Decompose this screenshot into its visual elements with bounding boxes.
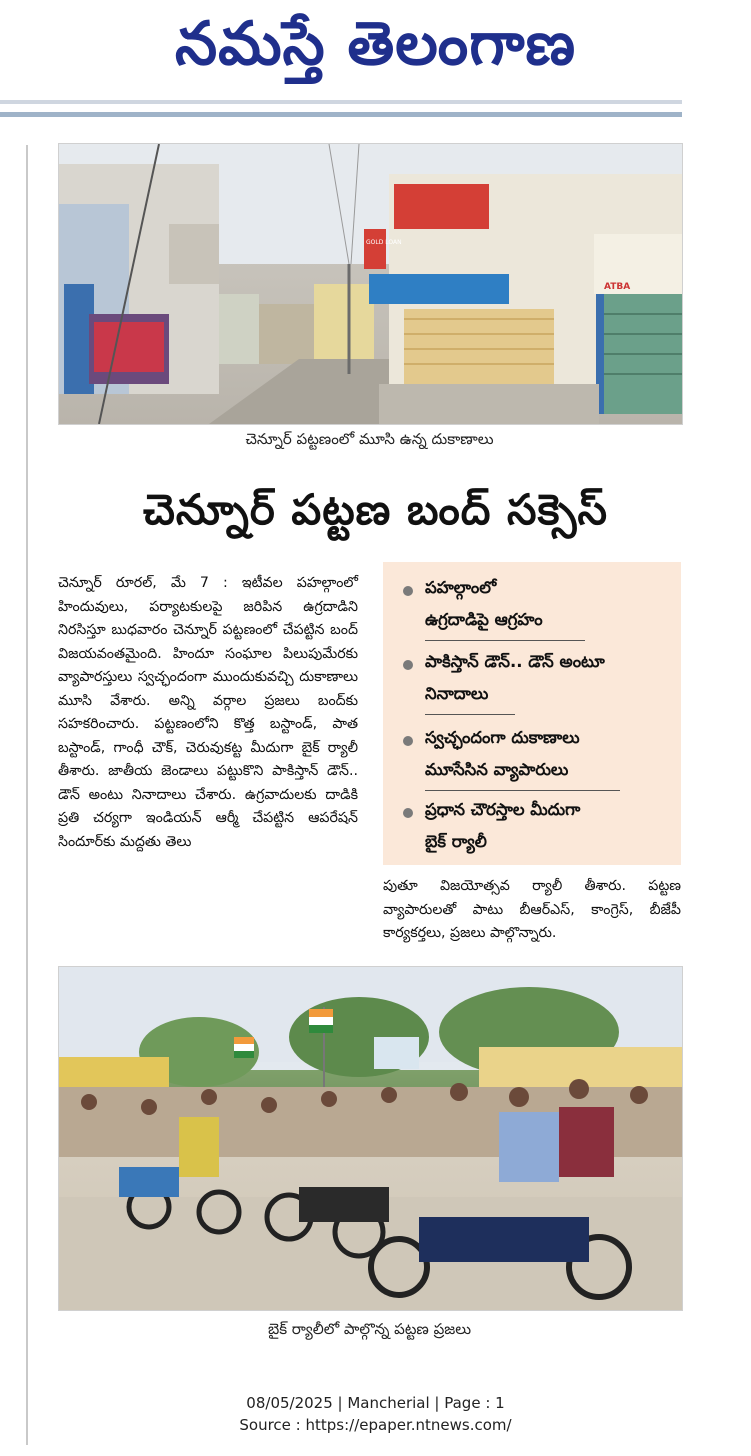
article-body-right: పుతూ విజయోత్సవ ర్యాలీ తీశారు. పట్టణ వ్యాపారులతో పాటు బీఆర్ఎస్, కాంగ్రెస్, బీజేపీ కార్యకర్తలు, ప్రజలు పాల్గొన్నారు. xyxy=(383,878,681,941)
bullet-icon xyxy=(403,586,413,596)
highlight-line: నినాదాలు xyxy=(425,684,489,703)
edition-info: 08/05/2025 | Mancherial | Page : 1 xyxy=(246,1394,505,1412)
highlights-box xyxy=(383,562,681,865)
highlight-underline xyxy=(425,790,620,791)
masthead-divider xyxy=(0,100,682,104)
article-headline: చెన్నూర్ పట్టణ బంద్ సక్సెస్ xyxy=(143,485,608,534)
newspaper-logo: నమస్తే తెలంగాణ xyxy=(174,9,577,79)
bike-rally-illustration xyxy=(59,967,682,1310)
column-rule xyxy=(26,145,28,1445)
article-body-left: చెన్నూర్ రూరల్, మే 7 : ఇటీవల పహల్గాంలో హిందువులు, పర్యాటకులపై జరిపిన ఉగ్రదాడిని నిరసిస్తూ బుధవారం చెన్నూర్ పట్టణంలో చేపట్టిన బంద్ విజయవంతమైంది. హిందూ సంఘాల పిలుపుమేరకు వ్యాపారస్తులు స్వచ్ఛందంగా ముందుకువచ్చి దుకాణాలు మూసి వేశారు. అన్ని వర్గాల ప్రజలు బంద్‌కు సహకరించారు. పట్టణంలోని కొత్త బస్టాండ్, పాత బస్టాండ్, గాంధీ చౌక్, చెరువుకట్ట మీదుగా బైక్ ర్యాలీ తీశారు. జాతీయ జెండాలు పట్టుకొని పాకిస్తాన్ డౌన్.. డౌన్ అంటు నినాదాలు చేశారు. ఉగ్రవాదులకు దాడికి ప్రతి చర్యగా ఇండియన్ ఆర్మీ చేపట్టిన ఆపరేషన్ సిందూర్‌కు మద్దతు తెలు xyxy=(58,575,358,850)
bullet-icon xyxy=(403,808,413,818)
bike-rally-photo xyxy=(58,966,683,1311)
highlight-line: ఉగ్రదాడిపై ఆగ్రహం xyxy=(425,610,543,629)
shop-sign: ATBA xyxy=(604,282,631,292)
masthead xyxy=(0,0,751,120)
bullet-icon xyxy=(403,660,413,670)
highlight-line: మూసేసిన వ్యాపారులు xyxy=(425,760,569,779)
highlight-line: స్వచ్ఛందంగా దుకాణాలు xyxy=(425,728,580,747)
highlight-line: పాకిస్తాన్ డౌన్.. డౌన్ అంటూ xyxy=(425,652,605,671)
highlight-underline xyxy=(425,640,585,641)
highlight-underline xyxy=(425,714,515,715)
bottom-photo-caption: బైక్ ర్యాలీలో పాల్గొన్న పట్టణ ప్రజలు xyxy=(267,1320,472,1338)
top-photo-caption: చెన్నూర్ పట్టణంలో మూసి ఉన్న దుకాణాలు xyxy=(245,430,494,448)
shop-sign-text xyxy=(59,144,682,424)
source-link[interactable]: Source : https://epaper.ntnews.com/ xyxy=(239,1416,512,1434)
masthead-divider-bottom xyxy=(0,112,682,117)
bullet-icon xyxy=(403,736,413,746)
highlight-line: ప్రధాన చౌరస్తాల మీదుగా xyxy=(425,800,581,819)
highlight-line: పహల్గాంలో xyxy=(425,578,497,597)
highlight-line: బైక్ ర్యాలీ xyxy=(425,832,487,851)
gold-loan-sign: GOLD LOAN xyxy=(366,239,402,246)
closed-shops-photo xyxy=(58,143,683,425)
